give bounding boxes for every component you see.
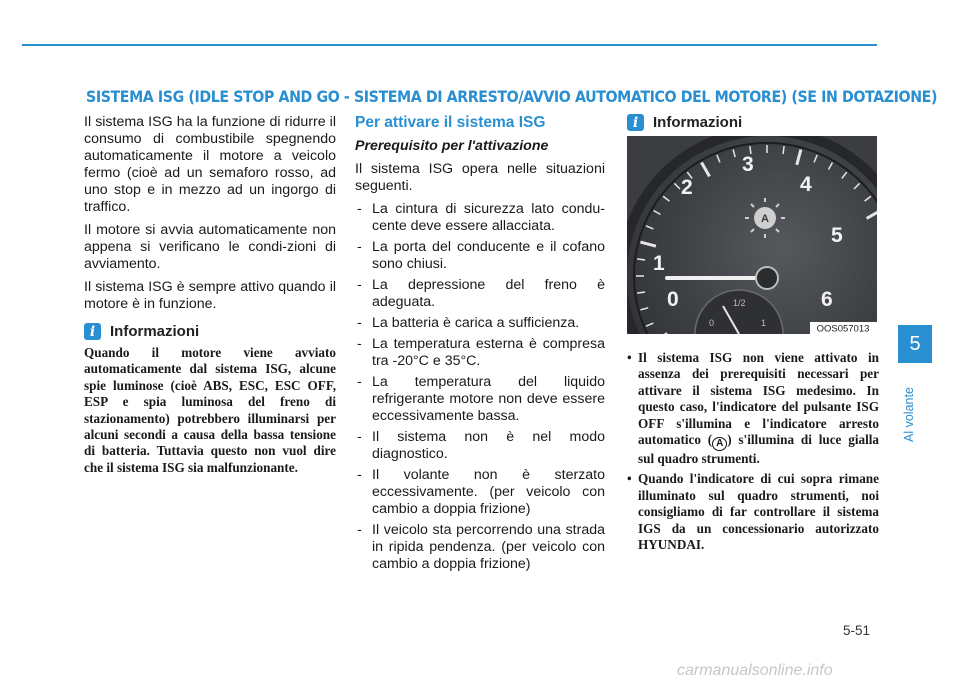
gauge-number: 0 — [667, 288, 679, 311]
info-header — [627, 114, 879, 131]
info-header — [84, 323, 336, 340]
activate-heading: Per attivare il sistema ISG — [355, 114, 546, 131]
info-title: Informazioni — [110, 323, 200, 340]
restart-paragraph: Il motore si avvia automaticamente non appena si verificano le condi-zioni di avviamento. — [84, 222, 336, 272]
svg-text:A: A — [761, 213, 769, 225]
image-code: OOS057013 — [816, 323, 870, 334]
gauge-tick — [783, 146, 784, 154]
list-item: - La temperatura del liquido refrigerante motore non deve essere eccessivamente bassa. — [357, 374, 605, 424]
info-text: Quando il motore viene avviato automaticamente dal sistema ISG, alcune spie luminose (cioè ABS, ESC, ESC OFF, ESP e spia luminosa del freno di stazionamento) potrebbero illuminarsi per alcuni secondi a causa della bassa tensione di batteria. Tuttavia questo non vuol dire che il sistema ISG sia malfunzionante. — [84, 345, 336, 475]
sub-gauge-number: 1 — [761, 318, 767, 328]
column-right — [627, 114, 879, 557]
gauge-number: 4 — [800, 173, 812, 196]
tachometer-illustration — [627, 136, 877, 334]
intro-paragraph: Il sistema ISG ha la funzione di ridurre il consumo di combustibile spegnendo automaticamente il motore a veicolo fermo (cioè ad un semaforo rosso, ad uno stop e in mezzo ad un ingorgo di traffico. — [84, 114, 336, 215]
gauge-tick — [637, 259, 645, 260]
info-bullets — [627, 350, 879, 553]
list-item: • Quando l'indicatore di cui sopra rimane illuminato sul quadro strumenti, noi consigliamo di far controllare il sistema IGS da un concessionario autorizzato HYUNDAI. — [627, 471, 879, 553]
gauge-tick — [637, 292, 645, 293]
info-title: Informazioni — [653, 114, 743, 131]
prerequisite-subheading: Prerequisito per l'attivazione — [355, 138, 549, 154]
list-item: - Il volante non è sterzato eccessivamente. (per veicolo con cambio a doppia frizione) — [357, 467, 605, 517]
chapter-label: Al volante — [902, 387, 916, 442]
list-item: - La depressione del freno è adeguata. — [357, 277, 605, 310]
prerequisite-intro: Il sistema ISG opera nelle situazioni seguenti. — [355, 161, 605, 194]
chapter-tab: 5 — [898, 325, 932, 363]
section-title: SISTEMA ISG (IDLE STOP AND GO - SISTEMA DI ARRESTO/AVVIO AUTOMATICO DEL MOTORE) (SE IN DOTAZIONE) — [86, 88, 938, 107]
auto-stop-symbol-icon: A — [712, 437, 727, 451]
info-icon: i — [627, 114, 644, 131]
list-item: - La batteria è carica a sufficienza. — [357, 315, 580, 331]
list-item: - La porta del conducente e il cofano sono chiusi. — [357, 239, 605, 272]
gauge-number: 5 — [831, 224, 843, 247]
list-item: - La cintura di sicurezza lato condu-cente deve essere allacciata. — [357, 201, 605, 234]
page-number: 5-51 — [843, 623, 871, 638]
list-item: - La temperatura esterna è compresa tra -20°C e 35°C. — [357, 336, 605, 369]
gauge-number: 6 — [821, 288, 833, 311]
gauge-number: 2 — [681, 176, 693, 199]
column-left — [84, 114, 336, 476]
gauge-number: 1 — [653, 252, 665, 275]
footer-watermark: carmanualsonline.info — [677, 662, 833, 679]
sub-gauge-number: 1/2 — [733, 298, 746, 308]
always-active-paragraph: Il sistema ISG è sempre attivo quando il motore è in funzione. — [84, 279, 336, 312]
list-item: • Il sistema ISG non viene attivato in assenza dei prerequisiti necessari per attivare il sistema ISG medesimo. In questo caso, l'indicatore del pulsante ISG OFF s'illumina e l'indicatore arresto automatico ( A ) s'illumina di luce gialla sul quadro strumenti. — [627, 350, 879, 467]
list-item: - Il veicolo sta percorrendo una strada in ripida pendenza. (per veicolo con cambio a doppia frizione) — [357, 522, 605, 572]
prerequisite-list — [355, 201, 605, 573]
gauge-number: 3 — [742, 153, 754, 176]
column-middle — [355, 114, 605, 577]
top-rule — [22, 44, 877, 46]
info-icon: i — [84, 323, 101, 340]
sub-gauge-number: 0 — [709, 318, 715, 328]
list-item: - Il sistema non è nel modo diagnostico. — [357, 429, 605, 462]
